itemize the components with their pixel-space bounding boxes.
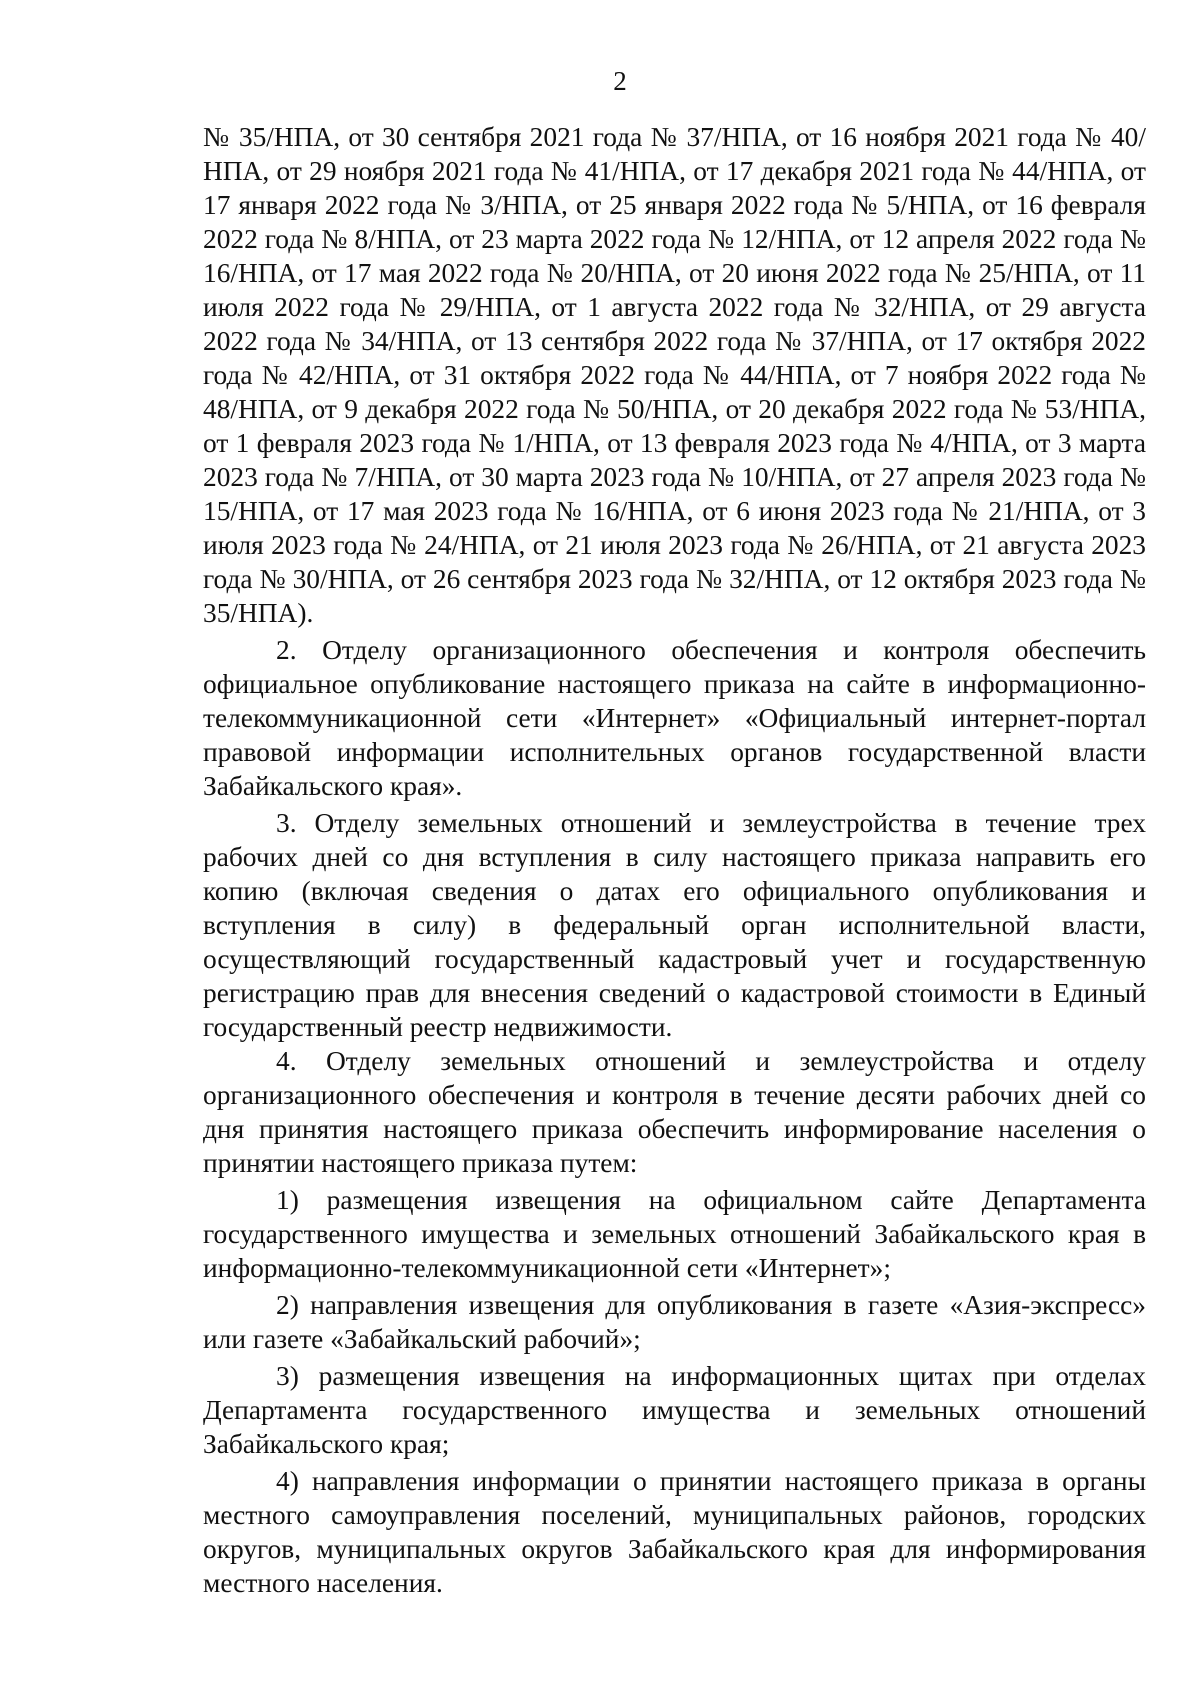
subparagraph-1-website: 1) размещения извещения на официальном сайте Департамента государственного имущества и земельных отношений Забайкальского края в информационно-телекоммуникационной сети «Интернет»; xyxy=(203,1185,1146,1283)
paragraph-2-publication: 2. Отделу организационного обеспечения и контроля обеспечить официальное опубликование настоящего приказа на сайте в информационно-телекоммуникационной сети «Интернет» «Официальный интернет-портал правовой информации исполнительных органов государственной власти Забайкальского края». xyxy=(203,635,1146,801)
subparagraph-4-local-government: 4) направления информации о принятии настоящего приказа в органы местного самоуправления поселений, муниципальных районов, городских округов, муниципальных округов Забайкальского края для информирования местного населения. xyxy=(203,1466,1146,1598)
paragraph-4-informing: 4. Отделу земельных отношений и землеустройства и отделу организационного обеспечения и контроля в течение десяти рабочих дней со дня принятия настоящего приказа обеспечить информирование населения о принятии настоящего приказа путем: xyxy=(203,1046,1146,1178)
page-number: 2 xyxy=(613,66,627,96)
document-body xyxy=(203,120,1146,1600)
paragraph-3-cadastral-copy: 3. Отделу земельных отношений и землеустройства в течение трех рабочих дней со дня вступления в силу настоящего приказа направить его копию (включая сведения о датах его официального опубликования и вступления в силу) в федеральный орган исполнительной власти, осуществляющий государственный кадастровый учет и государственную регистрацию прав для внесения сведений о кадастровой стоимости в Единый государственный реестр недвижимости. xyxy=(203,808,1146,1042)
subparagraph-2-newspaper: 2) направления извещения для опубликования в газете «Азия-экспресс» или газете «Забайкальский рабочий»; xyxy=(203,1290,1146,1354)
paragraph-amendments-list: № 35/НПА, от 30 сентября 2021 года № 37/НПА, от 16 ноября 2021 года № 40/НПА, от 29 ноября 2021 года № 41/НПА, от 17 декабря 2021 года № 44/НПА, от 17 января 2022 года № 3/НПА, от 25 января 2022 года № 5/НПА, от 16 февраля 2022 года № 8/НПА, от 23 марта 2022 года № 12/НПА, от 12 апреля 2022 года № 16/НПА, от 17 мая 2022 года № 20/НПА, от 20 июня 2022 года № 25/НПА, от 11 июля 2022 года № 29/НПА, от 1 августа 2022 года № 32/НПА, от 29 августа 2022 года № 34/НПА, от 13 сентября 2022 года № 37/НПА, от 17 октября 2022 года № 42/НПА, от 31 октября 2022 года № 44/НПА, от 7 ноября 2022 года № 48/НПА, от 9 декабря 2022 года № 50/НПА, от 20 декабря 2022 года № 53/НПА, от 1 февраля 2023 года № 1/НПА, от 13 февраля 2023 года № 4/НПА, от 3 марта 2023 года № 7/НПА, от 30 марта 2023 года № 10/НПА, от 27 апреля 2023 года № 15/НПА, от 17 мая 2023 года № 16/НПА, от 6 июня 2023 года № 21/НПА, от 3 июля 2023 года № 24/НПА, от 21 июля 2023 года № 26/НПА, от 21 августа 2023 года № 30/НПА, от 26 сентября 2023 года № 32/НПА, от 12 октября 2023 года № 35/НПА). xyxy=(203,122,1146,628)
subparagraph-3-info-boards: 3) размещения извещения на информационных щитах при отделах Департамента государственного имущества и земельных отношений Забайкальского края; xyxy=(203,1361,1146,1459)
